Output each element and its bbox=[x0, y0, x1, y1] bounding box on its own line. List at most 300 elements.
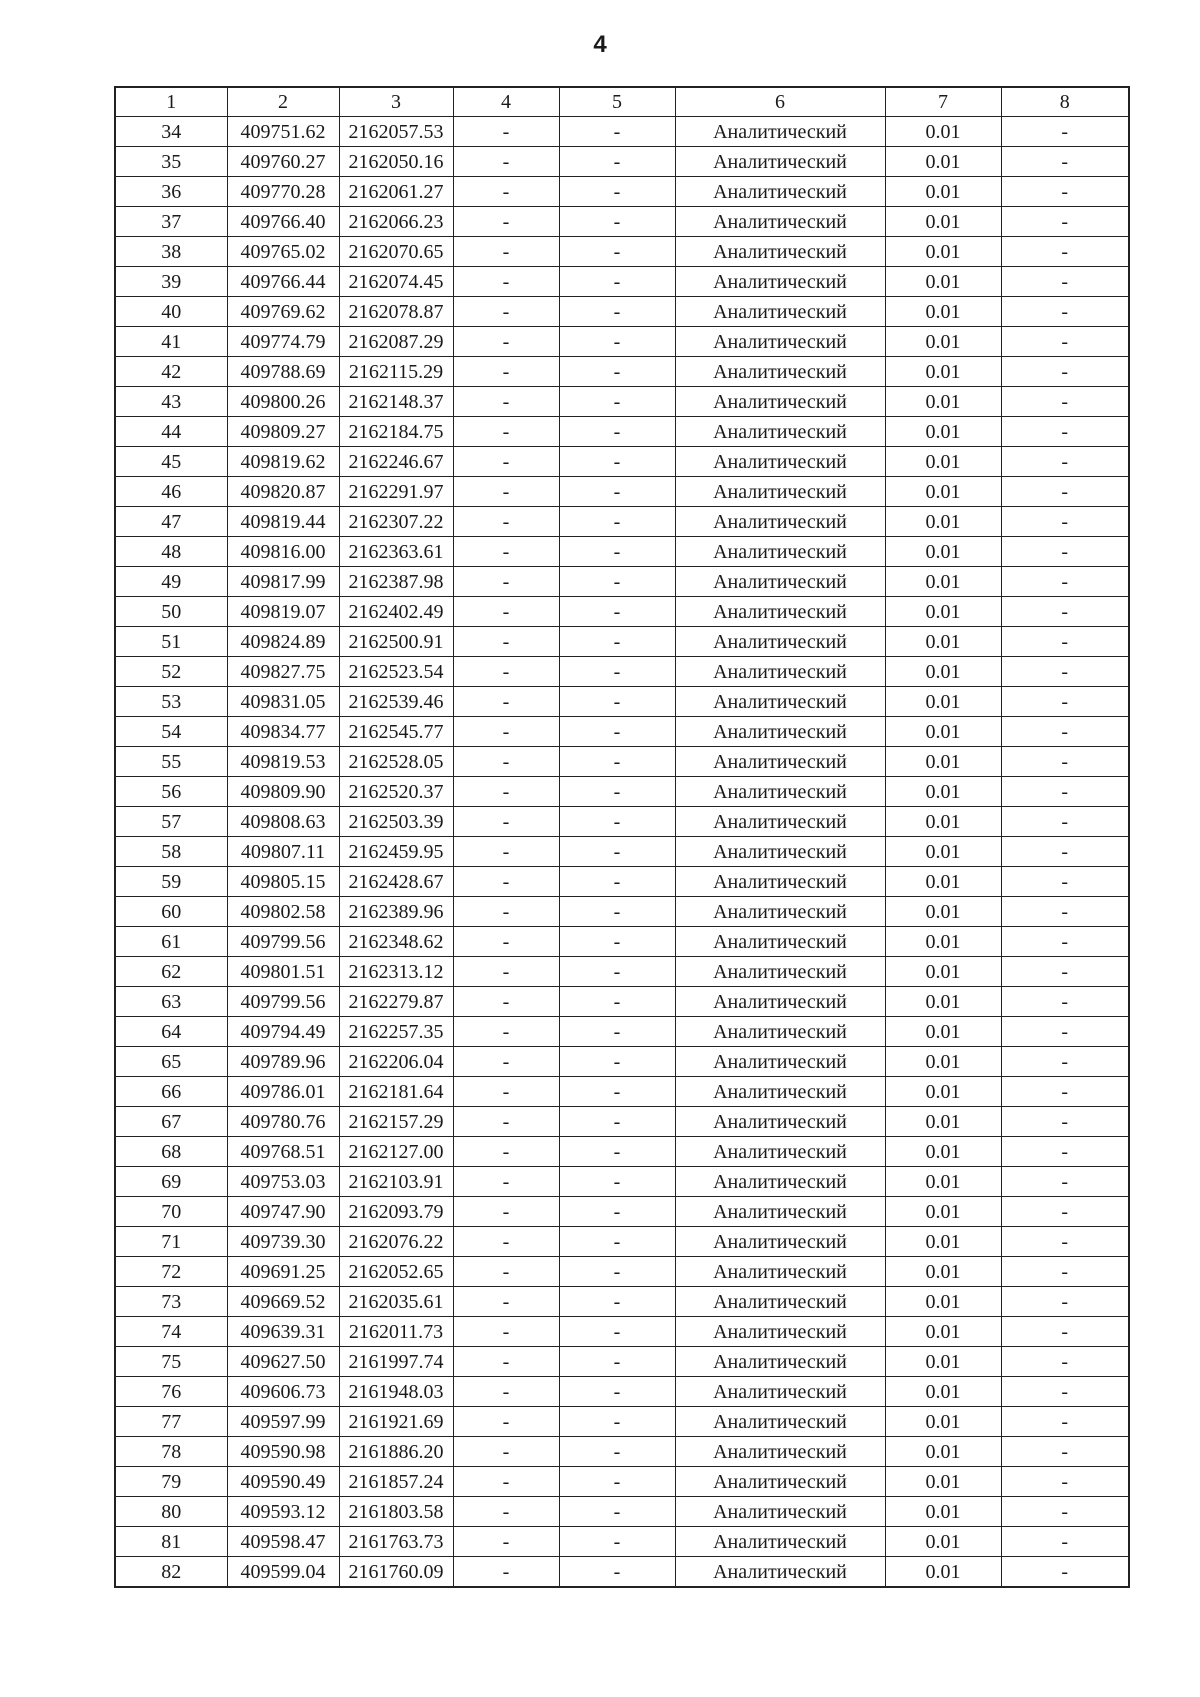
col5-cell: - bbox=[559, 1347, 675, 1377]
method-cell: Аналитический bbox=[675, 1077, 885, 1107]
point-number-cell: 67 bbox=[115, 1107, 227, 1137]
x-coordinate-cell: 409819.44 bbox=[227, 507, 339, 537]
x-coordinate-cell: 409780.76 bbox=[227, 1107, 339, 1137]
table-row bbox=[115, 867, 1129, 897]
col4-cell: - bbox=[453, 1107, 559, 1137]
y-coordinate-cell: 2162307.22 bbox=[339, 507, 453, 537]
accuracy-cell: 0.01 bbox=[885, 627, 1001, 657]
method-cell: Аналитический bbox=[675, 1407, 885, 1437]
accuracy-cell: 0.01 bbox=[885, 957, 1001, 987]
table-row bbox=[115, 1107, 1129, 1137]
y-coordinate-cell: 2162206.04 bbox=[339, 1047, 453, 1077]
method-cell: Аналитический bbox=[675, 837, 885, 867]
table-row bbox=[115, 1197, 1129, 1227]
col5-cell: - bbox=[559, 1467, 675, 1497]
col4-cell: - bbox=[453, 477, 559, 507]
col4-cell: - bbox=[453, 327, 559, 357]
col5-cell: - bbox=[559, 327, 675, 357]
col5-cell: - bbox=[559, 117, 675, 147]
method-cell: Аналитический bbox=[675, 1137, 885, 1167]
point-number-cell: 39 bbox=[115, 267, 227, 297]
table-row bbox=[115, 747, 1129, 777]
method-cell: Аналитический bbox=[675, 987, 885, 1017]
col8-cell: - bbox=[1001, 747, 1129, 777]
col8-cell: - bbox=[1001, 1167, 1129, 1197]
col8-cell: - bbox=[1001, 717, 1129, 747]
column-header: 3 bbox=[339, 87, 453, 117]
x-coordinate-cell: 409590.49 bbox=[227, 1467, 339, 1497]
col8-cell: - bbox=[1001, 1137, 1129, 1167]
col8-cell: - bbox=[1001, 447, 1129, 477]
x-coordinate-cell: 409824.89 bbox=[227, 627, 339, 657]
y-coordinate-cell: 2162127.00 bbox=[339, 1137, 453, 1167]
col4-cell: - bbox=[453, 177, 559, 207]
col8-cell: - bbox=[1001, 207, 1129, 237]
accuracy-cell: 0.01 bbox=[885, 567, 1001, 597]
table-row bbox=[115, 1347, 1129, 1377]
method-cell: Аналитический bbox=[675, 1047, 885, 1077]
point-number-cell: 37 bbox=[115, 207, 227, 237]
point-number-cell: 71 bbox=[115, 1227, 227, 1257]
col5-cell: - bbox=[559, 1257, 675, 1287]
x-coordinate-cell: 409789.96 bbox=[227, 1047, 339, 1077]
col8-cell: - bbox=[1001, 1287, 1129, 1317]
method-cell: Аналитический bbox=[675, 777, 885, 807]
table-row bbox=[115, 807, 1129, 837]
y-coordinate-cell: 2162402.49 bbox=[339, 597, 453, 627]
col4-cell: - bbox=[453, 777, 559, 807]
accuracy-cell: 0.01 bbox=[885, 1557, 1001, 1588]
col5-cell: - bbox=[559, 1197, 675, 1227]
y-coordinate-cell: 2162093.79 bbox=[339, 1197, 453, 1227]
col5-cell: - bbox=[559, 417, 675, 447]
accuracy-cell: 0.01 bbox=[885, 897, 1001, 927]
y-coordinate-cell: 2162052.65 bbox=[339, 1257, 453, 1287]
col4-cell: - bbox=[453, 1047, 559, 1077]
method-cell: Аналитический bbox=[675, 897, 885, 927]
col4-cell: - bbox=[453, 717, 559, 747]
x-coordinate-cell: 409799.56 bbox=[227, 927, 339, 957]
method-cell: Аналитический bbox=[675, 927, 885, 957]
col4-cell: - bbox=[453, 237, 559, 267]
y-coordinate-cell: 2161921.69 bbox=[339, 1407, 453, 1437]
y-coordinate-cell: 2162291.97 bbox=[339, 477, 453, 507]
y-coordinate-cell: 2162078.87 bbox=[339, 297, 453, 327]
x-coordinate-cell: 409774.79 bbox=[227, 327, 339, 357]
table-row bbox=[115, 1557, 1129, 1588]
col4-cell: - bbox=[453, 657, 559, 687]
col5-cell: - bbox=[559, 1497, 675, 1527]
accuracy-cell: 0.01 bbox=[885, 1167, 1001, 1197]
col8-cell: - bbox=[1001, 1107, 1129, 1137]
col4-cell: - bbox=[453, 807, 559, 837]
table-row bbox=[115, 1497, 1129, 1527]
col4-cell: - bbox=[453, 507, 559, 537]
y-coordinate-cell: 2162257.35 bbox=[339, 1017, 453, 1047]
x-coordinate-cell: 409770.28 bbox=[227, 177, 339, 207]
col5-cell: - bbox=[559, 777, 675, 807]
col4-cell: - bbox=[453, 1497, 559, 1527]
x-coordinate-cell: 409820.87 bbox=[227, 477, 339, 507]
accuracy-cell: 0.01 bbox=[885, 447, 1001, 477]
col5-cell: - bbox=[559, 927, 675, 957]
accuracy-cell: 0.01 bbox=[885, 1107, 1001, 1137]
col8-cell: - bbox=[1001, 837, 1129, 867]
col8-cell: - bbox=[1001, 327, 1129, 357]
table-row bbox=[115, 1077, 1129, 1107]
table-row bbox=[115, 147, 1129, 177]
col5-cell: - bbox=[559, 657, 675, 687]
point-number-cell: 66 bbox=[115, 1077, 227, 1107]
col4-cell: - bbox=[453, 297, 559, 327]
accuracy-cell: 0.01 bbox=[885, 1467, 1001, 1497]
col8-cell: - bbox=[1001, 987, 1129, 1017]
table-row bbox=[115, 837, 1129, 867]
table-header-row bbox=[115, 87, 1129, 117]
col4-cell: - bbox=[453, 1317, 559, 1347]
y-coordinate-cell: 2161997.74 bbox=[339, 1347, 453, 1377]
col5-cell: - bbox=[559, 507, 675, 537]
accuracy-cell: 0.01 bbox=[885, 477, 1001, 507]
col8-cell: - bbox=[1001, 147, 1129, 177]
x-coordinate-cell: 409809.27 bbox=[227, 417, 339, 447]
accuracy-cell: 0.01 bbox=[885, 1317, 1001, 1347]
x-coordinate-cell: 409817.99 bbox=[227, 567, 339, 597]
col4-cell: - bbox=[453, 1347, 559, 1377]
col5-cell: - bbox=[559, 1377, 675, 1407]
x-coordinate-cell: 409786.01 bbox=[227, 1077, 339, 1107]
method-cell: Аналитический bbox=[675, 1557, 885, 1588]
point-number-cell: 74 bbox=[115, 1317, 227, 1347]
x-coordinate-cell: 409599.04 bbox=[227, 1557, 339, 1588]
point-number-cell: 44 bbox=[115, 417, 227, 447]
point-number-cell: 53 bbox=[115, 687, 227, 717]
col8-cell: - bbox=[1001, 117, 1129, 147]
col8-cell: - bbox=[1001, 387, 1129, 417]
point-number-cell: 43 bbox=[115, 387, 227, 417]
col5-cell: - bbox=[559, 897, 675, 927]
col5-cell: - bbox=[559, 807, 675, 837]
x-coordinate-cell: 409606.73 bbox=[227, 1377, 339, 1407]
point-number-cell: 79 bbox=[115, 1467, 227, 1497]
point-number-cell: 60 bbox=[115, 897, 227, 927]
x-coordinate-cell: 409808.63 bbox=[227, 807, 339, 837]
y-coordinate-cell: 2162184.75 bbox=[339, 417, 453, 447]
point-number-cell: 65 bbox=[115, 1047, 227, 1077]
column-header: 2 bbox=[227, 87, 339, 117]
method-cell: Аналитический bbox=[675, 297, 885, 327]
accuracy-cell: 0.01 bbox=[885, 327, 1001, 357]
accuracy-cell: 0.01 bbox=[885, 597, 1001, 627]
col5-cell: - bbox=[559, 1137, 675, 1167]
table-row bbox=[115, 1257, 1129, 1287]
y-coordinate-cell: 2162523.54 bbox=[339, 657, 453, 687]
x-coordinate-cell: 409816.00 bbox=[227, 537, 339, 567]
col8-cell: - bbox=[1001, 1017, 1129, 1047]
table-row bbox=[115, 627, 1129, 657]
point-number-cell: 42 bbox=[115, 357, 227, 387]
table-row bbox=[115, 507, 1129, 537]
table-row bbox=[115, 1227, 1129, 1257]
y-coordinate-cell: 2162539.46 bbox=[339, 687, 453, 717]
accuracy-cell: 0.01 bbox=[885, 1527, 1001, 1557]
point-number-cell: 73 bbox=[115, 1287, 227, 1317]
col8-cell: - bbox=[1001, 417, 1129, 447]
y-coordinate-cell: 2162061.27 bbox=[339, 177, 453, 207]
method-cell: Аналитический bbox=[675, 1497, 885, 1527]
point-number-cell: 82 bbox=[115, 1557, 227, 1588]
table-row bbox=[115, 1437, 1129, 1467]
col4-cell: - bbox=[453, 987, 559, 1017]
x-coordinate-cell: 409593.12 bbox=[227, 1497, 339, 1527]
table-row bbox=[115, 687, 1129, 717]
col8-cell: - bbox=[1001, 1527, 1129, 1557]
x-coordinate-cell: 409788.69 bbox=[227, 357, 339, 387]
col5-cell: - bbox=[559, 297, 675, 327]
point-number-cell: 34 bbox=[115, 117, 227, 147]
y-coordinate-cell: 2162528.05 bbox=[339, 747, 453, 777]
method-cell: Аналитический bbox=[675, 237, 885, 267]
method-cell: Аналитический bbox=[675, 1317, 885, 1347]
accuracy-cell: 0.01 bbox=[885, 1287, 1001, 1317]
col4-cell: - bbox=[453, 747, 559, 777]
col8-cell: - bbox=[1001, 1467, 1129, 1497]
y-coordinate-cell: 2161948.03 bbox=[339, 1377, 453, 1407]
point-number-cell: 51 bbox=[115, 627, 227, 657]
method-cell: Аналитический bbox=[675, 1257, 885, 1287]
y-coordinate-cell: 2162348.62 bbox=[339, 927, 453, 957]
method-cell: Аналитический bbox=[675, 267, 885, 297]
table-row bbox=[115, 987, 1129, 1017]
col5-cell: - bbox=[559, 1167, 675, 1197]
table-row bbox=[115, 267, 1129, 297]
method-cell: Аналитический bbox=[675, 1437, 885, 1467]
x-coordinate-cell: 409739.30 bbox=[227, 1227, 339, 1257]
method-cell: Аналитический bbox=[675, 1287, 885, 1317]
col5-cell: - bbox=[559, 1017, 675, 1047]
col8-cell: - bbox=[1001, 657, 1129, 687]
method-cell: Аналитический bbox=[675, 1107, 885, 1137]
x-coordinate-cell: 409747.90 bbox=[227, 1197, 339, 1227]
y-coordinate-cell: 2162074.45 bbox=[339, 267, 453, 297]
col4-cell: - bbox=[453, 1377, 559, 1407]
point-number-cell: 62 bbox=[115, 957, 227, 987]
col4-cell: - bbox=[453, 567, 559, 597]
col5-cell: - bbox=[559, 357, 675, 387]
y-coordinate-cell: 2162387.98 bbox=[339, 567, 453, 597]
y-coordinate-cell: 2162115.29 bbox=[339, 357, 453, 387]
coordinates-table bbox=[114, 86, 1130, 1588]
method-cell: Аналитический bbox=[675, 657, 885, 687]
col8-cell: - bbox=[1001, 867, 1129, 897]
col5-cell: - bbox=[559, 597, 675, 627]
x-coordinate-cell: 409827.75 bbox=[227, 657, 339, 687]
col5-cell: - bbox=[559, 477, 675, 507]
col4-cell: - bbox=[453, 897, 559, 927]
method-cell: Аналитический bbox=[675, 507, 885, 537]
col8-cell: - bbox=[1001, 477, 1129, 507]
col8-cell: - bbox=[1001, 1227, 1129, 1257]
y-coordinate-cell: 2162087.29 bbox=[339, 327, 453, 357]
col5-cell: - bbox=[559, 177, 675, 207]
table-row bbox=[115, 1287, 1129, 1317]
col8-cell: - bbox=[1001, 927, 1129, 957]
col8-cell: - bbox=[1001, 237, 1129, 267]
table-row bbox=[115, 327, 1129, 357]
y-coordinate-cell: 2161760.09 bbox=[339, 1557, 453, 1588]
method-cell: Аналитический bbox=[675, 357, 885, 387]
col4-cell: - bbox=[453, 357, 559, 387]
col4-cell: - bbox=[453, 1077, 559, 1107]
column-header: 5 bbox=[559, 87, 675, 117]
method-cell: Аналитический bbox=[675, 1167, 885, 1197]
point-number-cell: 49 bbox=[115, 567, 227, 597]
x-coordinate-cell: 409800.26 bbox=[227, 387, 339, 417]
method-cell: Аналитический bbox=[675, 387, 885, 417]
method-cell: Аналитический bbox=[675, 1017, 885, 1047]
point-number-cell: 75 bbox=[115, 1347, 227, 1377]
y-coordinate-cell: 2162148.37 bbox=[339, 387, 453, 417]
table-row bbox=[115, 777, 1129, 807]
x-coordinate-cell: 409691.25 bbox=[227, 1257, 339, 1287]
point-number-cell: 50 bbox=[115, 597, 227, 627]
table-row bbox=[115, 597, 1129, 627]
col5-cell: - bbox=[559, 267, 675, 297]
x-coordinate-cell: 409834.77 bbox=[227, 717, 339, 747]
y-coordinate-cell: 2162279.87 bbox=[339, 987, 453, 1017]
col5-cell: - bbox=[559, 747, 675, 777]
method-cell: Аналитический bbox=[675, 567, 885, 597]
col8-cell: - bbox=[1001, 267, 1129, 297]
accuracy-cell: 0.01 bbox=[885, 1137, 1001, 1167]
column-header: 6 bbox=[675, 87, 885, 117]
accuracy-cell: 0.01 bbox=[885, 777, 1001, 807]
method-cell: Аналитический bbox=[675, 687, 885, 717]
x-coordinate-cell: 409819.07 bbox=[227, 597, 339, 627]
accuracy-cell: 0.01 bbox=[885, 747, 1001, 777]
point-number-cell: 61 bbox=[115, 927, 227, 957]
col4-cell: - bbox=[453, 417, 559, 447]
col4-cell: - bbox=[453, 687, 559, 717]
point-number-cell: 59 bbox=[115, 867, 227, 897]
col4-cell: - bbox=[453, 1437, 559, 1467]
method-cell: Аналитический bbox=[675, 957, 885, 987]
x-coordinate-cell: 409819.53 bbox=[227, 747, 339, 777]
table-row bbox=[115, 237, 1129, 267]
col8-cell: - bbox=[1001, 1347, 1129, 1377]
point-number-cell: 41 bbox=[115, 327, 227, 357]
x-coordinate-cell: 409627.50 bbox=[227, 1347, 339, 1377]
method-cell: Аналитический bbox=[675, 627, 885, 657]
y-coordinate-cell: 2162050.16 bbox=[339, 147, 453, 177]
col5-cell: - bbox=[559, 957, 675, 987]
x-coordinate-cell: 409805.15 bbox=[227, 867, 339, 897]
y-coordinate-cell: 2162313.12 bbox=[339, 957, 453, 987]
point-number-cell: 47 bbox=[115, 507, 227, 537]
col8-cell: - bbox=[1001, 957, 1129, 987]
method-cell: Аналитический bbox=[675, 417, 885, 447]
accuracy-cell: 0.01 bbox=[885, 687, 1001, 717]
point-number-cell: 52 bbox=[115, 657, 227, 687]
table-row bbox=[115, 537, 1129, 567]
col8-cell: - bbox=[1001, 627, 1129, 657]
col8-cell: - bbox=[1001, 1317, 1129, 1347]
method-cell: Аналитический bbox=[675, 1347, 885, 1377]
accuracy-cell: 0.01 bbox=[885, 807, 1001, 837]
column-header: 4 bbox=[453, 87, 559, 117]
table-row bbox=[115, 1407, 1129, 1437]
col4-cell: - bbox=[453, 1257, 559, 1287]
table-row bbox=[115, 1377, 1129, 1407]
method-cell: Аналитический bbox=[675, 447, 885, 477]
col4-cell: - bbox=[453, 1197, 559, 1227]
point-number-cell: 68 bbox=[115, 1137, 227, 1167]
method-cell: Аналитический bbox=[675, 327, 885, 357]
x-coordinate-cell: 409799.56 bbox=[227, 987, 339, 1017]
x-coordinate-cell: 409751.62 bbox=[227, 117, 339, 147]
table-row bbox=[115, 957, 1129, 987]
accuracy-cell: 0.01 bbox=[885, 1257, 1001, 1287]
col8-cell: - bbox=[1001, 177, 1129, 207]
col4-cell: - bbox=[453, 1287, 559, 1317]
col5-cell: - bbox=[559, 1077, 675, 1107]
accuracy-cell: 0.01 bbox=[885, 267, 1001, 297]
col5-cell: - bbox=[559, 447, 675, 477]
accuracy-cell: 0.01 bbox=[885, 1437, 1001, 1467]
method-cell: Аналитический bbox=[675, 1197, 885, 1227]
table-row bbox=[115, 1047, 1129, 1077]
col5-cell: - bbox=[559, 147, 675, 177]
table-row bbox=[115, 477, 1129, 507]
col8-cell: - bbox=[1001, 807, 1129, 837]
accuracy-cell: 0.01 bbox=[885, 717, 1001, 747]
table-row bbox=[115, 1137, 1129, 1167]
table-row bbox=[115, 717, 1129, 747]
accuracy-cell: 0.01 bbox=[885, 1377, 1001, 1407]
col8-cell: - bbox=[1001, 1437, 1129, 1467]
y-coordinate-cell: 2161857.24 bbox=[339, 1467, 453, 1497]
accuracy-cell: 0.01 bbox=[885, 657, 1001, 687]
column-header: 1 bbox=[115, 87, 227, 117]
col8-cell: - bbox=[1001, 567, 1129, 597]
y-coordinate-cell: 2161803.58 bbox=[339, 1497, 453, 1527]
accuracy-cell: 0.01 bbox=[885, 927, 1001, 957]
col4-cell: - bbox=[453, 207, 559, 237]
method-cell: Аналитический bbox=[675, 1527, 885, 1557]
point-number-cell: 72 bbox=[115, 1257, 227, 1287]
y-coordinate-cell: 2162035.61 bbox=[339, 1287, 453, 1317]
method-cell: Аналитический bbox=[675, 597, 885, 627]
y-coordinate-cell: 2162545.77 bbox=[339, 717, 453, 747]
col5-cell: - bbox=[559, 207, 675, 237]
y-coordinate-cell: 2162500.91 bbox=[339, 627, 453, 657]
col5-cell: - bbox=[559, 867, 675, 897]
method-cell: Аналитический bbox=[675, 147, 885, 177]
method-cell: Аналитический bbox=[675, 1227, 885, 1257]
col4-cell: - bbox=[453, 1167, 559, 1197]
col4-cell: - bbox=[453, 957, 559, 987]
point-number-cell: 80 bbox=[115, 1497, 227, 1527]
accuracy-cell: 0.01 bbox=[885, 1407, 1001, 1437]
accuracy-cell: 0.01 bbox=[885, 147, 1001, 177]
point-number-cell: 54 bbox=[115, 717, 227, 747]
point-number-cell: 55 bbox=[115, 747, 227, 777]
point-number-cell: 81 bbox=[115, 1527, 227, 1557]
col5-cell: - bbox=[559, 987, 675, 1017]
col4-cell: - bbox=[453, 597, 559, 627]
page-number: 4 bbox=[593, 31, 607, 58]
col4-cell: - bbox=[453, 147, 559, 177]
